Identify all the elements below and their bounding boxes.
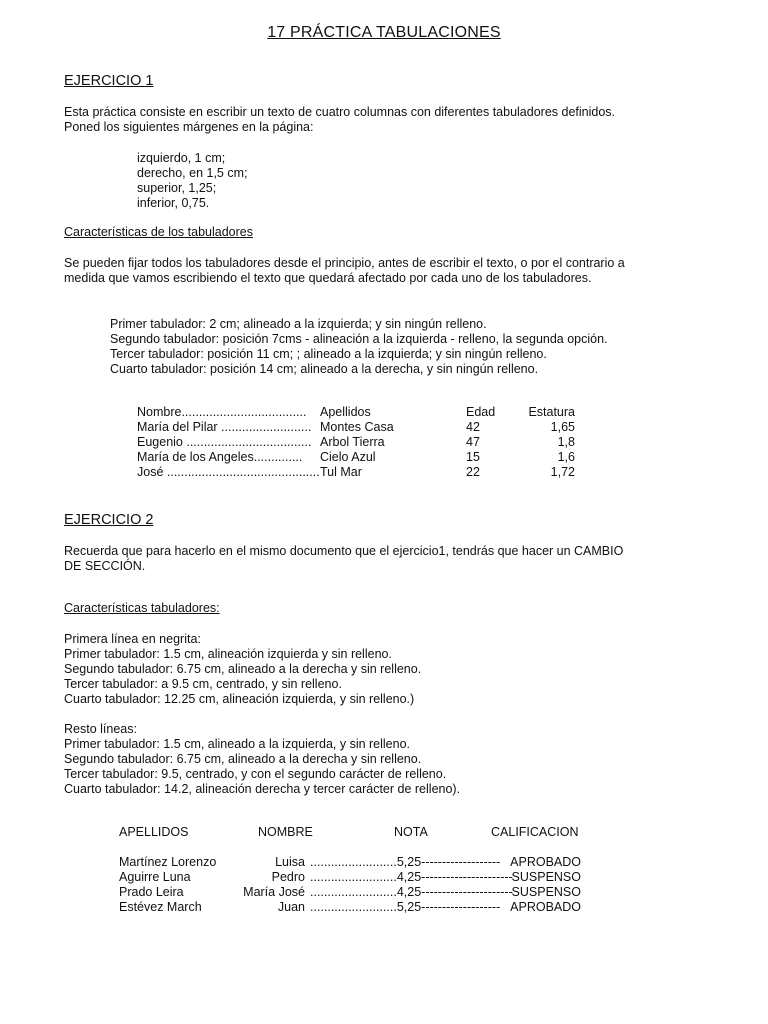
table-row bbox=[137, 435, 597, 450]
table-row bbox=[137, 450, 597, 465]
margin-item: inferior, 0,75. bbox=[137, 196, 210, 210]
table-row bbox=[119, 885, 589, 900]
cell-nota: .........................4,25---------------------- bbox=[310, 870, 513, 884]
header-nombre: NOMBRE bbox=[258, 825, 313, 839]
ejercicio-1-table bbox=[137, 405, 597, 480]
cell-apellidos: Apellidos bbox=[320, 405, 371, 419]
paragraph-line: medida que vamos escribiendo el texto que quedará afectado por cada uno de los tabuladores. bbox=[64, 271, 592, 285]
cell-nota: .........................5,25------------------- bbox=[310, 900, 501, 914]
table-row bbox=[137, 420, 597, 435]
cell-edad: 22 bbox=[466, 465, 480, 479]
cell-estatura: 1,72 bbox=[550, 465, 575, 479]
tab-setting-item: Primer tabulador: 1.5 cm, alineación izquierda y sin relleno. bbox=[64, 647, 392, 661]
cell-nombre: Nombre.................................... bbox=[137, 405, 307, 419]
cell-edad: 47 bbox=[466, 435, 480, 449]
intro-line: Esta práctica consiste en escribir un texto de cuatro columnas con diferentes tabuladores definidos. bbox=[64, 105, 616, 119]
cell-apellidos: Arbol Tierra bbox=[320, 435, 385, 449]
cell-estatura: 1,65 bbox=[550, 420, 575, 434]
cell-apellidos: Prado Leira bbox=[119, 885, 184, 899]
tab-setting-item: Segundo tabulador: 6.75 cm, alineado a la derecha y sin relleno. bbox=[64, 662, 422, 676]
header-nota: NOTA bbox=[394, 825, 428, 839]
paragraph-line: Se pueden fijar todos los tabuladores desde el principio, antes de escribir el texto, o por el contrario a bbox=[64, 256, 625, 270]
tab-setting-item: Tercer tabulador: a 9.5 cm, centrado, y sin relleno. bbox=[64, 677, 342, 691]
tab-features-heading-2: Características tabuladores: bbox=[64, 601, 220, 615]
tab-setting-item: Cuarto tabulador: 14.2, alineación derecha y tercer carácter de relleno). bbox=[64, 782, 461, 796]
cell-apellidos: Cielo Azul bbox=[320, 450, 376, 464]
ejercicio-2-intro bbox=[64, 544, 623, 574]
ejercicio-1-heading: EJERCICIO 1 bbox=[64, 73, 154, 89]
cell-estatura: Estatura bbox=[528, 405, 575, 419]
rest-lines-tabs bbox=[64, 722, 460, 797]
cell-calificacion: APROBADO bbox=[510, 855, 581, 869]
cell-nombre: María José bbox=[243, 885, 305, 899]
ejercicio-2-heading: EJERCICIO 2 bbox=[64, 512, 154, 528]
table-row bbox=[137, 405, 597, 420]
cell-apellidos: Martínez Lorenzo bbox=[119, 855, 217, 869]
cell-apellidos: Estévez March bbox=[119, 900, 202, 914]
table-row bbox=[137, 465, 597, 480]
cell-edad: 15 bbox=[466, 450, 480, 464]
tab-setting-item: Primer tabulador: 1.5 cm, alineado a la izquierda, y sin relleno. bbox=[64, 737, 411, 751]
tab-setting-item: Primera línea en negrita: bbox=[64, 632, 201, 646]
cell-nombre: María de los Angeles.............. bbox=[137, 450, 303, 464]
cell-nombre: Juan bbox=[277, 900, 305, 914]
table-header-row bbox=[119, 825, 589, 840]
cell-nombre: Luisa bbox=[275, 855, 305, 869]
cell-nombre: Pedro bbox=[271, 870, 305, 884]
cell-estatura: 1,8 bbox=[557, 435, 575, 449]
tab-setting-item: Tercer tabulador: posición 11 cm; ; alineado a la izquierda; y sin ningún relleno. bbox=[110, 347, 547, 361]
cell-estatura: 1,6 bbox=[557, 450, 575, 464]
table-row bbox=[119, 900, 589, 915]
ejercicio-2-table bbox=[119, 825, 589, 915]
cell-edad: Edad bbox=[466, 405, 496, 419]
table-row bbox=[119, 870, 589, 885]
cell-nota: .........................4,25---------------------- bbox=[310, 885, 513, 899]
tab-setting-item: Segundo tabulador: 6.75 cm, alineado a la derecha y sin relleno. bbox=[64, 752, 422, 766]
cell-nombre: María del Pilar .......................... bbox=[137, 420, 312, 434]
margin-item: izquierdo, 1 cm; bbox=[137, 151, 226, 165]
cell-nombre: José ............................................ bbox=[137, 465, 320, 479]
cell-apellidos: Tul Mar bbox=[320, 465, 362, 479]
tab-setting-item: Tercer tabulador: 9.5, centrado, y con el segundo carácter de relleno. bbox=[64, 767, 447, 781]
margins-list bbox=[137, 151, 247, 211]
tab-settings-list bbox=[110, 317, 608, 377]
intro-line: DE SECCIÓN. bbox=[64, 559, 146, 573]
tab-setting-item: Cuarto tabulador: posición 14 cm; alineado a la derecha, y sin ningún relleno. bbox=[110, 362, 539, 376]
cell-nombre: Eugenio .................................... bbox=[137, 435, 312, 449]
cell-calificacion: SUSPENSO bbox=[511, 885, 581, 899]
cell-nota: .........................5,25------------------- bbox=[310, 855, 501, 869]
intro-line: Recuerda que para hacerlo en el mismo documento que el ejercicio1, tendrás que hacer un CAMBIO bbox=[64, 544, 624, 558]
page-title: 17 PRÁCTICA TABULACIONES bbox=[267, 24, 501, 41]
table-row bbox=[119, 855, 589, 870]
first-line-tabs bbox=[64, 632, 421, 707]
header-apellidos: APELLIDOS bbox=[119, 825, 189, 839]
tab-features-heading: Características de los tabuladores bbox=[64, 225, 253, 239]
cell-calificacion: SUSPENSO bbox=[511, 870, 581, 884]
cell-apellidos: Montes Casa bbox=[320, 420, 394, 434]
tab-features-text bbox=[64, 256, 625, 286]
cell-apellidos: Aguirre Luna bbox=[119, 870, 191, 884]
header-calificacion: CALIFICACION bbox=[491, 825, 579, 839]
spacer-row bbox=[119, 840, 589, 855]
intro-line: Poned los siguientes márgenes en la página: bbox=[64, 120, 314, 134]
ejercicio-1-intro bbox=[64, 105, 615, 135]
tab-setting-item: Primer tabulador: 2 cm; alineado a la izquierda; y sin ningún relleno. bbox=[110, 317, 487, 331]
tab-setting-item: Resto líneas: bbox=[64, 722, 137, 736]
margin-item: superior, 1,25; bbox=[137, 181, 217, 195]
tab-setting-item: Cuarto tabulador: 12.25 cm, alineación izquierda, y sin relleno.) bbox=[64, 692, 415, 706]
cell-calificacion: APROBADO bbox=[510, 900, 581, 914]
cell-edad: 42 bbox=[466, 420, 480, 434]
margin-item: derecho, en 1,5 cm; bbox=[137, 166, 248, 180]
tab-setting-item: Segundo tabulador: posición 7cms - alineación a la izquierda - relleno, la segunda opción. bbox=[110, 332, 608, 346]
